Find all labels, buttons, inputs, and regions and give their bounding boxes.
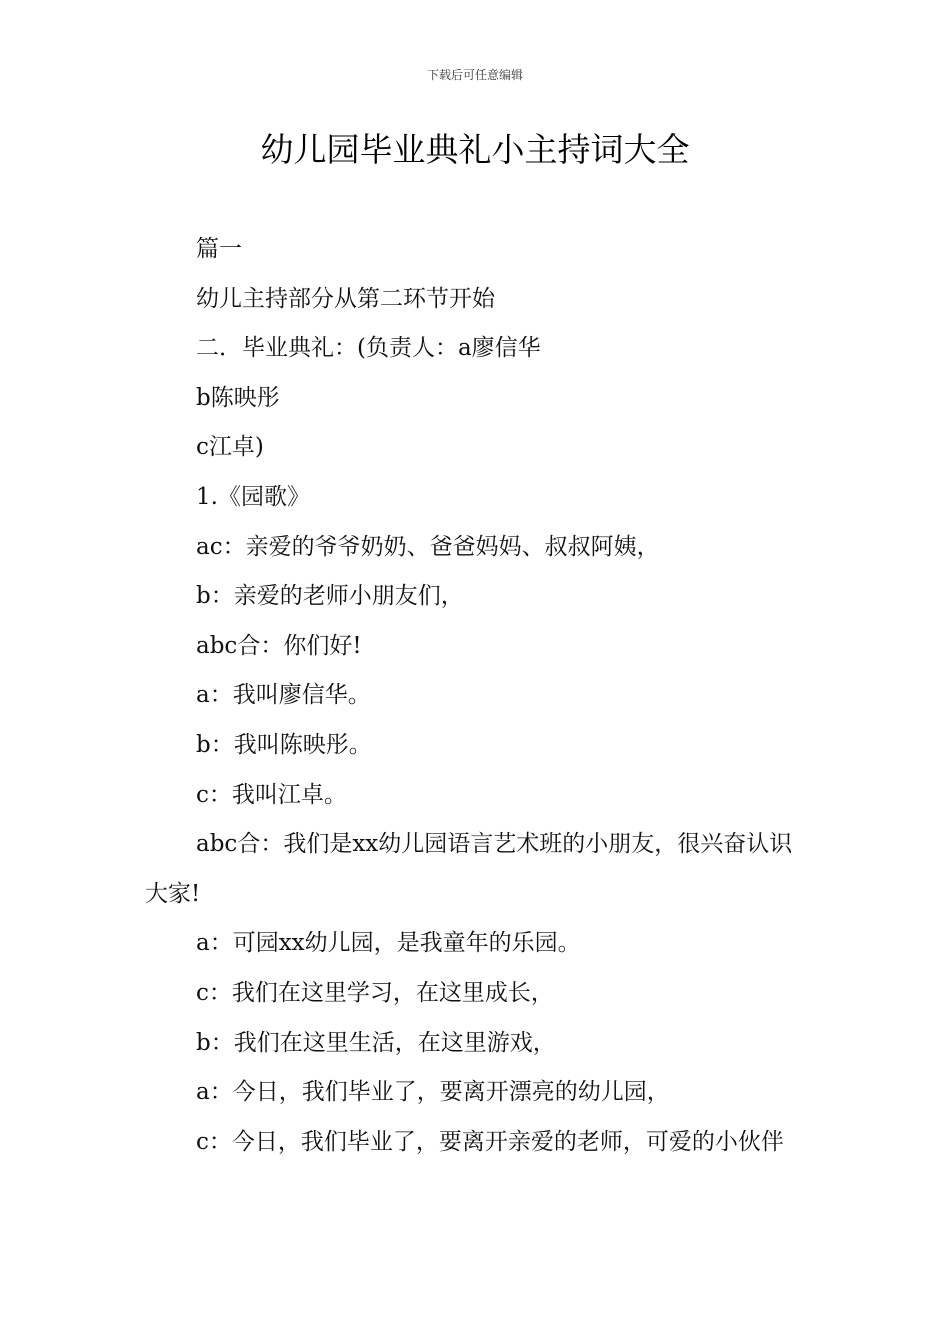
paragraph: abc合：我们是xx幼儿园语言艺术班的小朋友，很兴奋认识大家! [145, 831, 793, 907]
paragraph: c：我叫江卓。 [196, 781, 347, 808]
paragraph: c：今日，我们毕业了，要离开亲爱的老师，可爱的小伙伴 [196, 1128, 784, 1155]
paragraph: a：可园xx幼儿园，是我童年的乐园。 [196, 930, 581, 957]
paragraph: b：我叫陈映彤。 [196, 731, 372, 758]
paragraph: 二．毕业典礼：(负责人：a廖信华 [196, 335, 541, 362]
paragraph: b陈映彤 [196, 384, 280, 411]
paragraph: a：我叫廖信华。 [196, 682, 371, 709]
paragraph: b：亲爱的老师小朋友们， [196, 583, 464, 610]
document-body [145, 225, 810, 1167]
paragraph: c：我们在这里学习，在这里成长， [196, 979, 554, 1006]
paragraph: c江卓) [196, 434, 264, 461]
paragraph: 1.《园歌》 [196, 483, 310, 510]
paragraph: a：今日，我们毕业了，要离开漂亮的幼儿园， [196, 1079, 670, 1106]
header-note: 下载后可任意编辑 [426, 68, 523, 82]
paragraph: 幼儿主持部分从第二环节开始 [196, 285, 495, 312]
document-title: 幼儿园毕业典礼小主持词大全 [260, 130, 690, 169]
paragraph: b：我们在这里生活，在这里游戏， [196, 1029, 556, 1056]
paragraph: ac：亲爱的爷爷奶奶、爸爸妈妈、叔叔阿姨， [196, 533, 660, 560]
paragraph: abc合：你们好! [196, 632, 362, 659]
paragraph: 篇一 [196, 236, 242, 262]
